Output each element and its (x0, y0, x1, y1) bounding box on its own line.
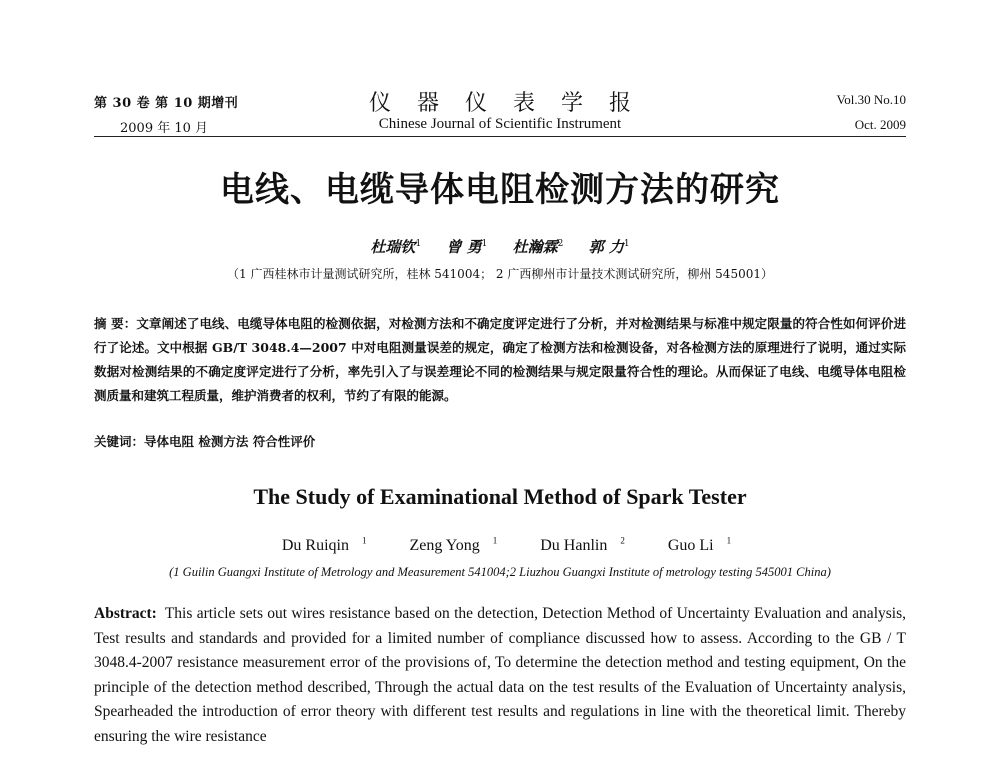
header-rule (94, 136, 906, 137)
keywords-cn-text: 导体电阻 检测方法 符合性评价 (144, 434, 316, 449)
author-cn: 杜瀚霖$^2$ (512, 238, 564, 256)
header-date-en: Oct. 2009 (854, 117, 906, 132)
affiliation-en: (1 Guilin Guangxi Institute of Metrology and Measurement 541004;2 Liuzhou Guangxi Institute of metrology testing 545001 China) (169, 565, 831, 579)
keywords-cn-label: 关键词： (94, 434, 145, 449)
abstract-cn (94, 312, 906, 408)
author-cn: 郭 力$^1$ (588, 238, 630, 256)
authors-cn (0, 236, 1000, 257)
author-cn: 曾 勇$^1$ (446, 238, 488, 256)
abstract-cn-text: 文章阐述了电线、电缆导体电阻的检测依据，对检测方法和不确定度评定进行了分析，并对检测结果与标准中规定限量的符合性如何评价进行了论述。文中根据 GB/T 3048.4—2007 中对电阻测量误差的规定，确定了检测方法和检测设备，对各检测方法的原理进行了说明，通过实际数据对检测结果的不确定度评定进行了分析，率先引入了与误差理论不同的检测结果与规定限量符合性的理论。从而保证了电线、电缆导体电阻检测质量和建筑工程质量，维护消费者的权利，节约了有限的能源。 (94, 316, 906, 403)
author-cn: 杜瑞钦$^1$ (370, 238, 422, 256)
author-en: Du Hanlin $^2$ (540, 536, 625, 555)
abstract-cn-label: 摘 要： (94, 316, 137, 331)
author-en: Du Ruiqin $^1$ (281, 536, 367, 555)
authors-en (0, 536, 1000, 555)
abstract-en (94, 602, 906, 749)
header-date-cn: 2009 年 10 月 (120, 121, 209, 136)
abstract-en-text: This article sets out wires resistance based on the detection, Detection Method of Uncertainty Evaluation and analysis, Test results and standards and provided for a limited number of compliance discussed how to assess. According to the GB / T 3048.4-2007 resistance measurement error of the provisions of, To determine the detection method and testing equipment, On the principle of the detection method described, Through the actual data on the test results of the Evaluation of Uncertainty analysis, Spearheaded the introduction of error theory with different test results and regulations in line with the theoretical limit. Thereby ensuring the wire resistance (94, 605, 906, 745)
journal-title-cn: 仪器仪表学报 (368, 91, 657, 116)
header-volume-en: Vol.30 No.10 (836, 92, 906, 107)
header-volume-cn: 第 30 卷 第 10 期增刊 (94, 96, 239, 111)
author-en: Zeng Yong $^1$ (409, 536, 498, 555)
journal-title-en: Chinese Journal of Scientific Instrument (378, 116, 622, 132)
author-en: Guo Li $^1$ (667, 536, 732, 555)
abstract-en-label: Abstract: (94, 605, 157, 622)
keywords-cn (94, 432, 315, 450)
affiliation-cn: （1 广西桂林市计量测试研究所，桂林 541004； 2 广西柳州市计量技术测试研究所，柳州 545001） (227, 267, 773, 281)
paper-title-en: The Study of Examinational Method of Spark Tester (253, 484, 747, 509)
paper-title-cn: 电线、电缆导体电阻检测方法的研究 (220, 170, 780, 210)
